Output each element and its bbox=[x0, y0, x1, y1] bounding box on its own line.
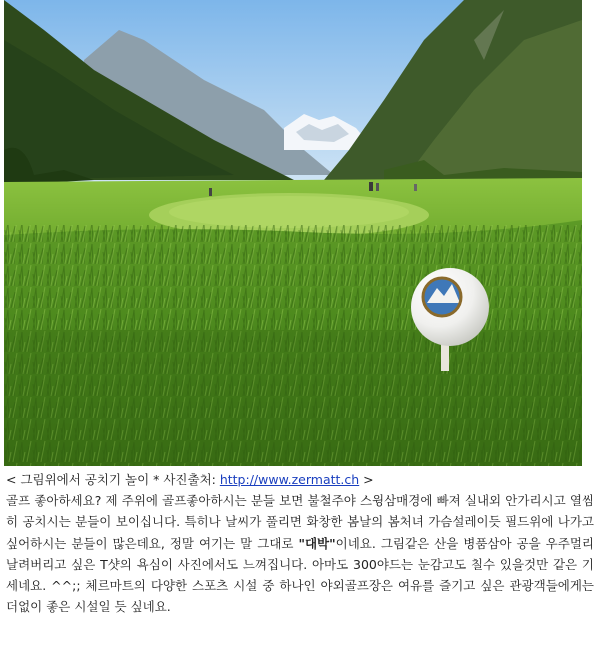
caption-prefix: < 그림위에서 공치기 놀이 * 사진출처: bbox=[6, 472, 220, 487]
golf-course-photo bbox=[4, 0, 582, 466]
article-text-part1: 골프 좋아하세요? 제 주위에 골프좋아하시는 분들 보면 불철주야 스윙삼매경에 빠져 실내외 안가리시고 열씸히 공치시는 분들이 보이십니다. 특히나 날씨가 풀리면 화창한 봄날의 봄처녀 가슴설레이듯 필드위에 나가고 싶어하시는 분들이 많은데요, 정말 여기는 말 그대로 bbox=[6, 493, 594, 551]
photo-caption bbox=[6, 470, 594, 490]
article-text-part2: 이네요. 그림같은 산을 병품삼아 공을 우주멀리 날려버리고 싶은 T샷의 욕심이 사진에서도 느껴집니다. 아마도 300야드는 눈감고도 칠수 있을것만 같은 기세네요. ^^;; 체르마트의 다양한 스포츠 시설 중 하나인 야외골프장은 여유를 즐기고 싶은 관광객들에게는 더없이 좋은 시설일 듯 싶네요. bbox=[6, 535, 594, 615]
article-paragraph bbox=[6, 490, 594, 618]
caption-suffix: > bbox=[359, 472, 374, 487]
article-bold-word: "대박" bbox=[298, 535, 336, 551]
golf-landscape-image bbox=[4, 0, 582, 466]
golfer-figure bbox=[209, 188, 212, 196]
source-link[interactable]: http://www.zermatt.ch bbox=[219, 472, 360, 487]
